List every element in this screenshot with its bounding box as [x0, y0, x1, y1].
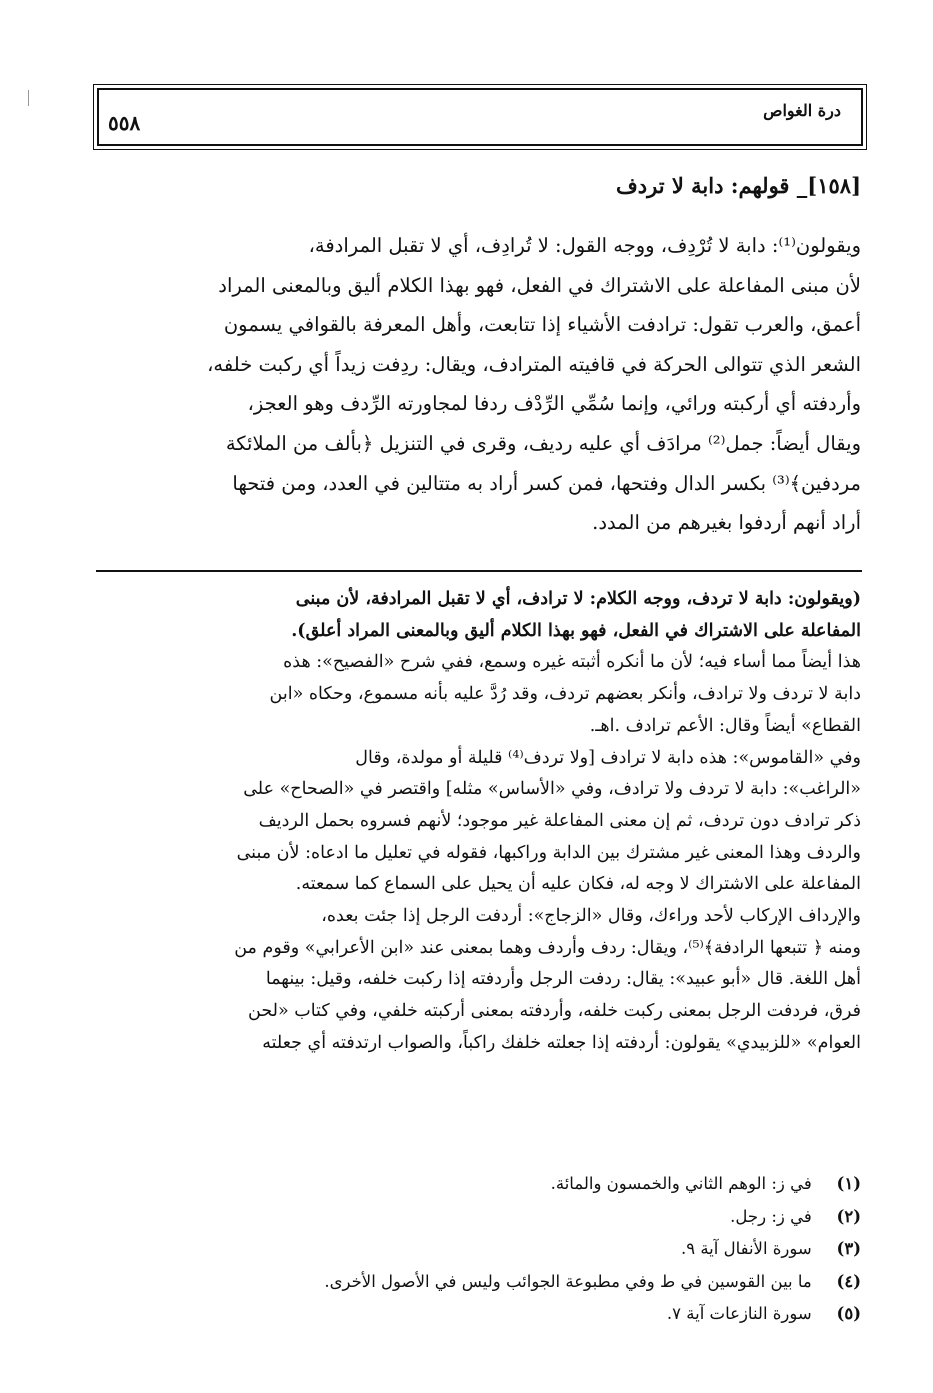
- section-heading: [١٥٨]_ قولهم: دابة لا تردف: [616, 173, 861, 198]
- commentary-quote-line: (ويقولون: دابة لا تردف، ووجه الكلام: لا ترادف، أي لا تقبل المرادفة، لأن مبنى: [295, 589, 861, 609]
- margin-mark: [28, 90, 31, 106]
- commentary-line: والإرداف الإركاب لأحد وراءك، وقال «الزجاج»: أردفت الرجل إذا جئت بعده،: [321, 906, 861, 927]
- running-header-box: [97, 88, 863, 146]
- footnote-number: (٢): [836, 1206, 861, 1226]
- main-text-line: لأن مبنى المفاعلة على الاشتراك في الفعل، فهو بهذا الكلام أليق وبالمعنى المراد: [218, 273, 861, 297]
- footnote-number: (٤): [836, 1271, 861, 1291]
- section-divider: [96, 570, 862, 572]
- footnote-number: (١): [836, 1174, 861, 1193]
- footnote-text: ما بين القوسين في ط وفي مطبوعة الجوائب وليس في الأصول الأخرى.: [324, 1271, 812, 1291]
- commentary-line: دابة لا تردف ولا ترادف، وأنكر بعضهم تردف، وقد رُدَّ عليه بأنه مسموع، وحكاه «ابن: [269, 684, 861, 705]
- commentary-line: المفاعلة على الاشتراك لا وجه له، فكان عليه أن يحيل على السماع كما سمعته.: [295, 874, 861, 895]
- footnote: [71, 1298, 861, 1331]
- footnotes: [71, 1168, 861, 1331]
- main-text-line: ويقال أيضاً: جمل⁽²⁾ مرادَف أي عليه رديف، وقرى في التنزيل ﴿بألف من الملائكة: [225, 431, 861, 455]
- commentary-line: «الراغب»: دابة لا تردف ولا ترادف، وفي «الأساس» مثله] واقتصر في «الصحاح» على: [243, 779, 861, 800]
- footnote-text: في ز: رجل.: [730, 1206, 812, 1226]
- footnote: [71, 1266, 861, 1299]
- commentary-line: ذكر ترادف دون تردف، ثم إن معنى المفاعلة غير موجود؛ لأنهم فسروه بحمل الرديف: [258, 810, 861, 831]
- main-text-line: مردفين﴾⁽³⁾ بكسر الدال وفتحها، فمن كسر أراد به متتالين في العدد، ومن فتحها: [232, 471, 861, 495]
- footnote: [71, 1233, 861, 1266]
- footnote: [71, 1168, 861, 1201]
- main-text: [71, 226, 861, 543]
- footnote: [71, 1201, 861, 1234]
- main-text-line: أراد أنهم أردفوا بغيرهم من المدد.: [592, 511, 861, 535]
- footnote-number: (٣): [836, 1239, 861, 1259]
- commentary-line: القطاع» أيضاً وقال: الأعم ترادف .اهـ.: [589, 715, 861, 736]
- commentary-line: ومنه ﴿ تتبعها الرادفة﴾⁽⁵⁾، ويقال: ردف وأردف وهما بمعنى عند «ابن الأعرابي» وقوم من: [234, 937, 861, 958]
- commentary-line: وفي «القاموس»: هذه دابة لا ترادف [ولا تردف⁽⁴⁾ قليلة أو مولدة، وقال: [355, 747, 861, 768]
- main-text-line: ويقولون⁽¹⁾: دابة لا تُرْدِف، ووجه القول: لا تُرادِف، أي لا تقبل المرادفة،: [308, 234, 861, 257]
- page-number: ٥٥٨: [108, 111, 141, 135]
- main-text-line: الشعر الذي تتوالى الحركة في قافيته المترادف، ويقال: ردِفت زيداً أي ركبت خلفه،: [207, 352, 861, 376]
- commentary-line: العوام» «للزبيدي» يقولون: أردفته إذا جعلته خلفك راكباً، والصواب ارتدفته أي جعلته: [262, 1032, 861, 1053]
- commentary-text: [71, 584, 861, 1060]
- footnote-number: (٥): [836, 1304, 861, 1324]
- commentary-line: فرق، فردفت الرجل بمعنى ركبت خلفه، وأردفته بمعنى أركبته خلفي، وفي كتاب «لحن: [248, 1001, 861, 1022]
- main-text-line: وأردفته أي أركبته ورائي، وإنما سُمِّي الرِّدْف ردفا لمجاورته الرِّدف وهو العجز،: [247, 392, 861, 416]
- commentary-line: أهل اللغة. قال «أبو عبيد»: يقال: ردفت الرجل وأردفته إذا ركبت خلفه، وقيل: بينهما: [265, 969, 861, 990]
- running-header-title: درة الغواص: [763, 101, 841, 120]
- main-text-line: أعمق، والعرب تقول: ترادفت الأشياء إذا تتابعت، وأهل المعرفة بالقوافي يسمون: [223, 313, 861, 337]
- footnote-text: في ز: الوهم الثاني والخمسون والمائة.: [550, 1174, 812, 1193]
- commentary-quote-line: المفاعلة على الاشتراك في الفعل، فهو بهذا الكلام أليق وبالمعنى المراد أعلق).: [291, 620, 861, 641]
- footnote-text: سورة النازعات آية ٧.: [666, 1304, 812, 1324]
- footnote-text: سورة الأنفال آية ٩.: [680, 1239, 812, 1259]
- commentary-line: هذا أيضاً مما أساء فيه؛ لأن ما أنكره أثبته غيره وسمع، ففي شرح «الفصيح»: هذه: [283, 652, 861, 673]
- commentary-line: والردف وهذا المعنى غير مشترك بين الدابة وراكبها، فقوله في تعليل ما ادعاه: لأن مبنى: [236, 842, 861, 863]
